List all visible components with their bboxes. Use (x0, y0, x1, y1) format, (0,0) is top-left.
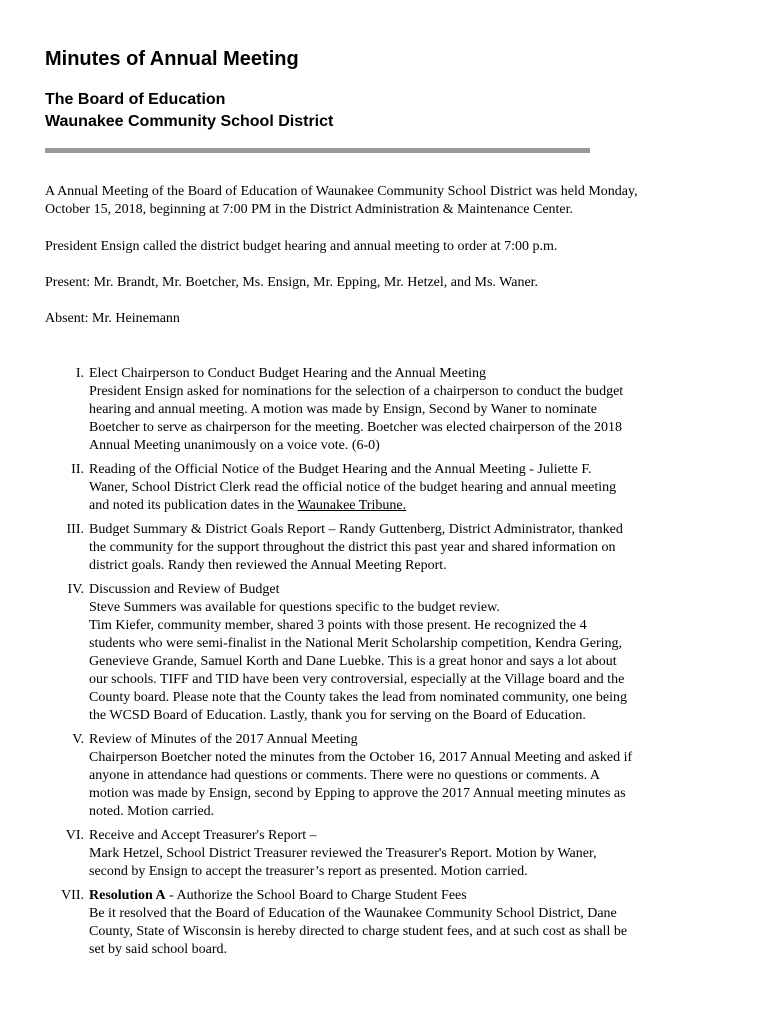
agenda-item-line: Reading of the Official Notice of the Budget Hearing and the Annual Meeting - Juliette F. (89, 462, 592, 477)
agenda-item (0, 827, 770, 881)
agenda-item-numeral: II. (71, 462, 84, 477)
absent-list: Absent: Mr. Heinemann (45, 311, 180, 326)
agenda-item-line-text: and noted its publication dates in the (89, 498, 298, 513)
agenda-item-heading-text: - Authorize the School Board to Charge Student Fees (165, 888, 467, 903)
agenda-item-line: second by Ensign to accept the treasurer’s report as presented. Motion carried. (89, 864, 528, 879)
agenda-item-numeral: I. (75, 366, 84, 381)
agenda-item-body (89, 365, 689, 455)
subtitle-line: Waunakee Community School District (45, 113, 334, 130)
present-list: Present: Mr. Brandt, Mr. Boetcher, Ms. Ensign, Mr. Epping, Mr. Hetzel, and Ms. Waner. (45, 275, 539, 290)
agenda-item-line: Discussion and Review of Budget (89, 582, 280, 597)
agenda-item-line: noted. Motion carried. (89, 804, 215, 819)
agenda-item-numeral: VII. (61, 888, 84, 903)
agenda-item-body (89, 887, 689, 959)
agenda-item-body (89, 827, 689, 881)
header-divider (45, 148, 590, 153)
agenda-item-line: Annual Meeting unanimously on a voice vote. (6-0) (89, 438, 380, 453)
agenda-item-line: Receive and Accept Treasurer's Report – (89, 828, 317, 843)
agenda-item-line: Steve Summers was available for questions specific to the budget review. (89, 600, 500, 615)
agenda-item-body (89, 461, 689, 515)
agenda-item-body (89, 521, 689, 575)
intro-line: October 15, 2018, beginning at 7:00 PM in the District Administration & Maintenance Center. (45, 202, 574, 217)
agenda-item-line: the WCSD Board of Education. Lastly, thank you for serving on the Board of Education. (89, 708, 586, 723)
agenda-item-numeral: VI. (65, 828, 84, 843)
agenda-item-line: set by said school board. (89, 942, 228, 957)
resolution-label: Resolution A (89, 888, 166, 903)
agenda-item (0, 581, 770, 725)
agenda-item-line: students who were semi-finalist in the National Merit Scholarship competition, Kendra Gering, (89, 636, 623, 651)
agenda-item-line: County, State of Wisconsin is hereby directed to charge student fees, and at such cost as shall be (89, 924, 628, 939)
agenda-item-line: hearing and annual meeting. A motion was made by Ensign, Second by Waner to nominate (89, 402, 597, 417)
agenda-item-line: Boetcher to serve as chairperson for the meeting. Boetcher was elected chairperson of the 2018 (89, 420, 622, 435)
agenda-item-line: the community for the support throughout the district this past year and shared information on (89, 540, 616, 555)
agenda-item-numeral: III. (66, 522, 84, 537)
agenda-item-line: Elect Chairperson to Conduct Budget Hearing and the Annual Meeting (89, 366, 486, 381)
agenda-item-line: Be it resolved that the Board of Education of the Waunakee Community School District, Dane (89, 906, 617, 921)
document-title: Minutes of Annual Meeting (45, 48, 299, 70)
agenda-item (0, 887, 770, 959)
agenda-item-numeral: IV. (67, 582, 84, 597)
agenda-item-line: President Ensign asked for nominations for the selection of a chairperson to conduct the budget (89, 384, 624, 399)
agenda-item-line: Genevieve Grande, Samuel Korth and Dane Luebke. This is a great honor and says a lot about (89, 654, 617, 669)
agenda-item-line: Chairperson Boetcher noted the minutes from the October 16, 2017 Annual Meeting and asked if (89, 750, 633, 765)
agenda-item-line (89, 497, 689, 515)
agenda-item-numeral: V. (72, 732, 84, 747)
agenda-item-line: anyone in attendance had questions or comments. There were no questions or comments. A (89, 768, 600, 783)
agenda-item-line: County board. Please note that the County takes the lead from nominated community, one being (89, 690, 627, 705)
agenda-item-line: Review of Minutes of the 2017 Annual Meeting (89, 732, 358, 747)
agenda-item-line: motion was made by Ensign, second by Epping to approve the 2017 Annual meeting minutes as (89, 786, 626, 801)
document-subtitle (45, 89, 333, 133)
agenda-item-line: our schools. TIFF and TID have been very controversial, especially at the Village board and the (89, 672, 625, 687)
intro-line: A Annual Meeting of the Board of Education of Waunakee Community School District was held Monday, (45, 184, 638, 199)
call-to-order: President Ensign called the district budget hearing and annual meeting to order at 7:00 p.m. (45, 239, 558, 254)
agenda-item-heading (89, 887, 689, 905)
subtitle-line: The Board of Education (45, 91, 226, 108)
agenda-item (0, 365, 770, 455)
agenda-item-line: Budget Summary & District Goals Report – Randy Guttenberg, District Administrator, thanked (89, 522, 623, 537)
agenda-item-body (89, 731, 689, 821)
intro-paragraph (45, 183, 735, 219)
newspaper-name: Waunakee Tribune. (297, 498, 407, 513)
agenda-item-line: Waner, School District Clerk read the official notice of the budget hearing and annual meeting (89, 480, 617, 495)
agenda-list (0, 365, 770, 965)
agenda-item-line: Mark Hetzel, School District Treasurer reviewed the Treasurer's Report. Motion by Waner, (89, 846, 597, 861)
agenda-item-body (89, 581, 689, 725)
agenda-item (0, 521, 770, 575)
agenda-item-line: Tim Kiefer, community member, shared 3 points with those present. He recognized the 4 (89, 618, 587, 633)
agenda-item-line: district goals. Randy then reviewed the Annual Meeting Report. (89, 558, 447, 573)
agenda-item (0, 461, 770, 515)
agenda-item (0, 731, 770, 821)
